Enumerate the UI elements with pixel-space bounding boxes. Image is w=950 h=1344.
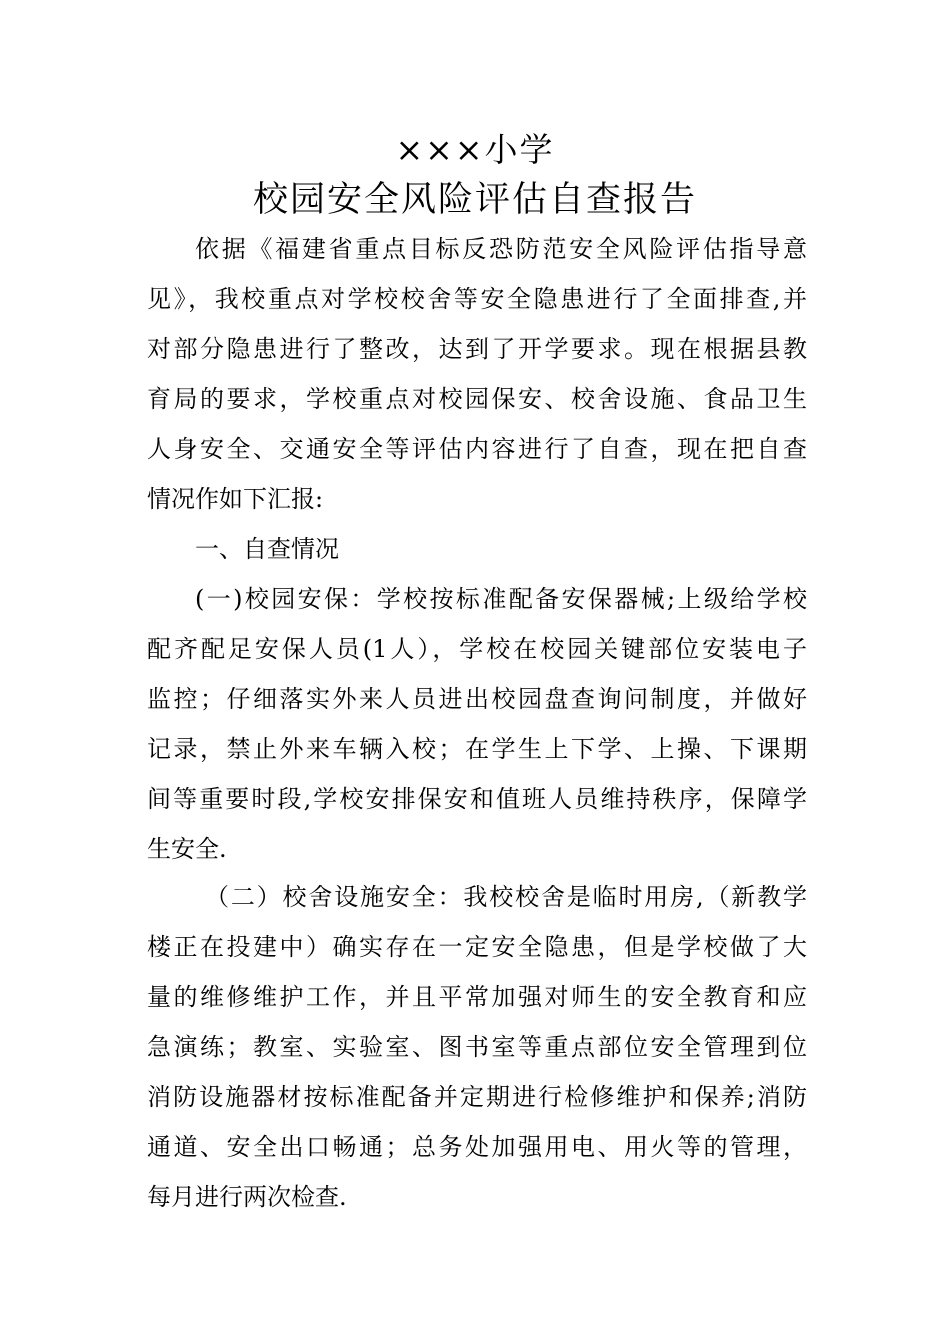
body-line-14: （二）校舍设施安全：我校校舍是临时用房,（新教学 [205, 883, 807, 911]
body-line-6: 情况作如下汇报: [147, 485, 324, 513]
body-line-16: 量的维修维护工作，并且平常加强对师生的安全教育和应 [147, 983, 807, 1011]
body-line-5: 人身安全、交通安全等评估内容进行了自查，现在把自查 [147, 435, 807, 463]
body-line-9: 配齐配足安保人员(1人），学校在校园关键部位安装电子 [147, 635, 807, 663]
body-line-13: 生安全. [147, 835, 227, 863]
body-line-1: 依据《福建省重点目标反恐防范安全风险评估指导意 [195, 235, 807, 263]
body-line-17: 急演练；教室、实验室、图书室等重点部位安全管理到位 [147, 1033, 807, 1061]
body-line-20: 每月进行两次检查. [147, 1183, 347, 1211]
section-heading-1: 一、自查情况 [195, 535, 339, 563]
body-line-8: (一)校园安保：学校按标准配备安保器械;上级给学校 [195, 585, 807, 613]
body-line-3: 对部分隐患进行了整改，达到了开学要求。现在根据县教 [147, 335, 807, 363]
report-title: 校园安全风险评估自查报告 [252, 180, 697, 220]
body-line-11: 记录，禁止外来车辆入校；在学生上下学、上操、下课期 [147, 735, 807, 763]
body-line-15: 楼正在投建中）确实存在一定安全隐患，但是学校做了大 [147, 933, 807, 961]
body-line-2: 见》，我校重点对学校校舍等安全隐患进行了全面排查,并 [147, 285, 807, 313]
school-name-title: ×××小学 [395, 130, 555, 169]
body-line-19: 通道、安全出口畅通；总务处加强用电、用火等的管理， [147, 1133, 807, 1161]
body-line-4: 育局的要求，学校重点对校园保安、校舍设施、食品卫生 [147, 385, 807, 413]
body-line-18: 消防设施器材按标准配备并定期进行检修维护和保养;消防 [147, 1083, 807, 1111]
body-line-10: 监控；仔细落实外来人员进出校园盘查询问制度，并做好 [147, 685, 807, 713]
body-line-12: 间等重要时段,学校安排保安和值班人员维持秩序，保障学 [147, 785, 807, 813]
